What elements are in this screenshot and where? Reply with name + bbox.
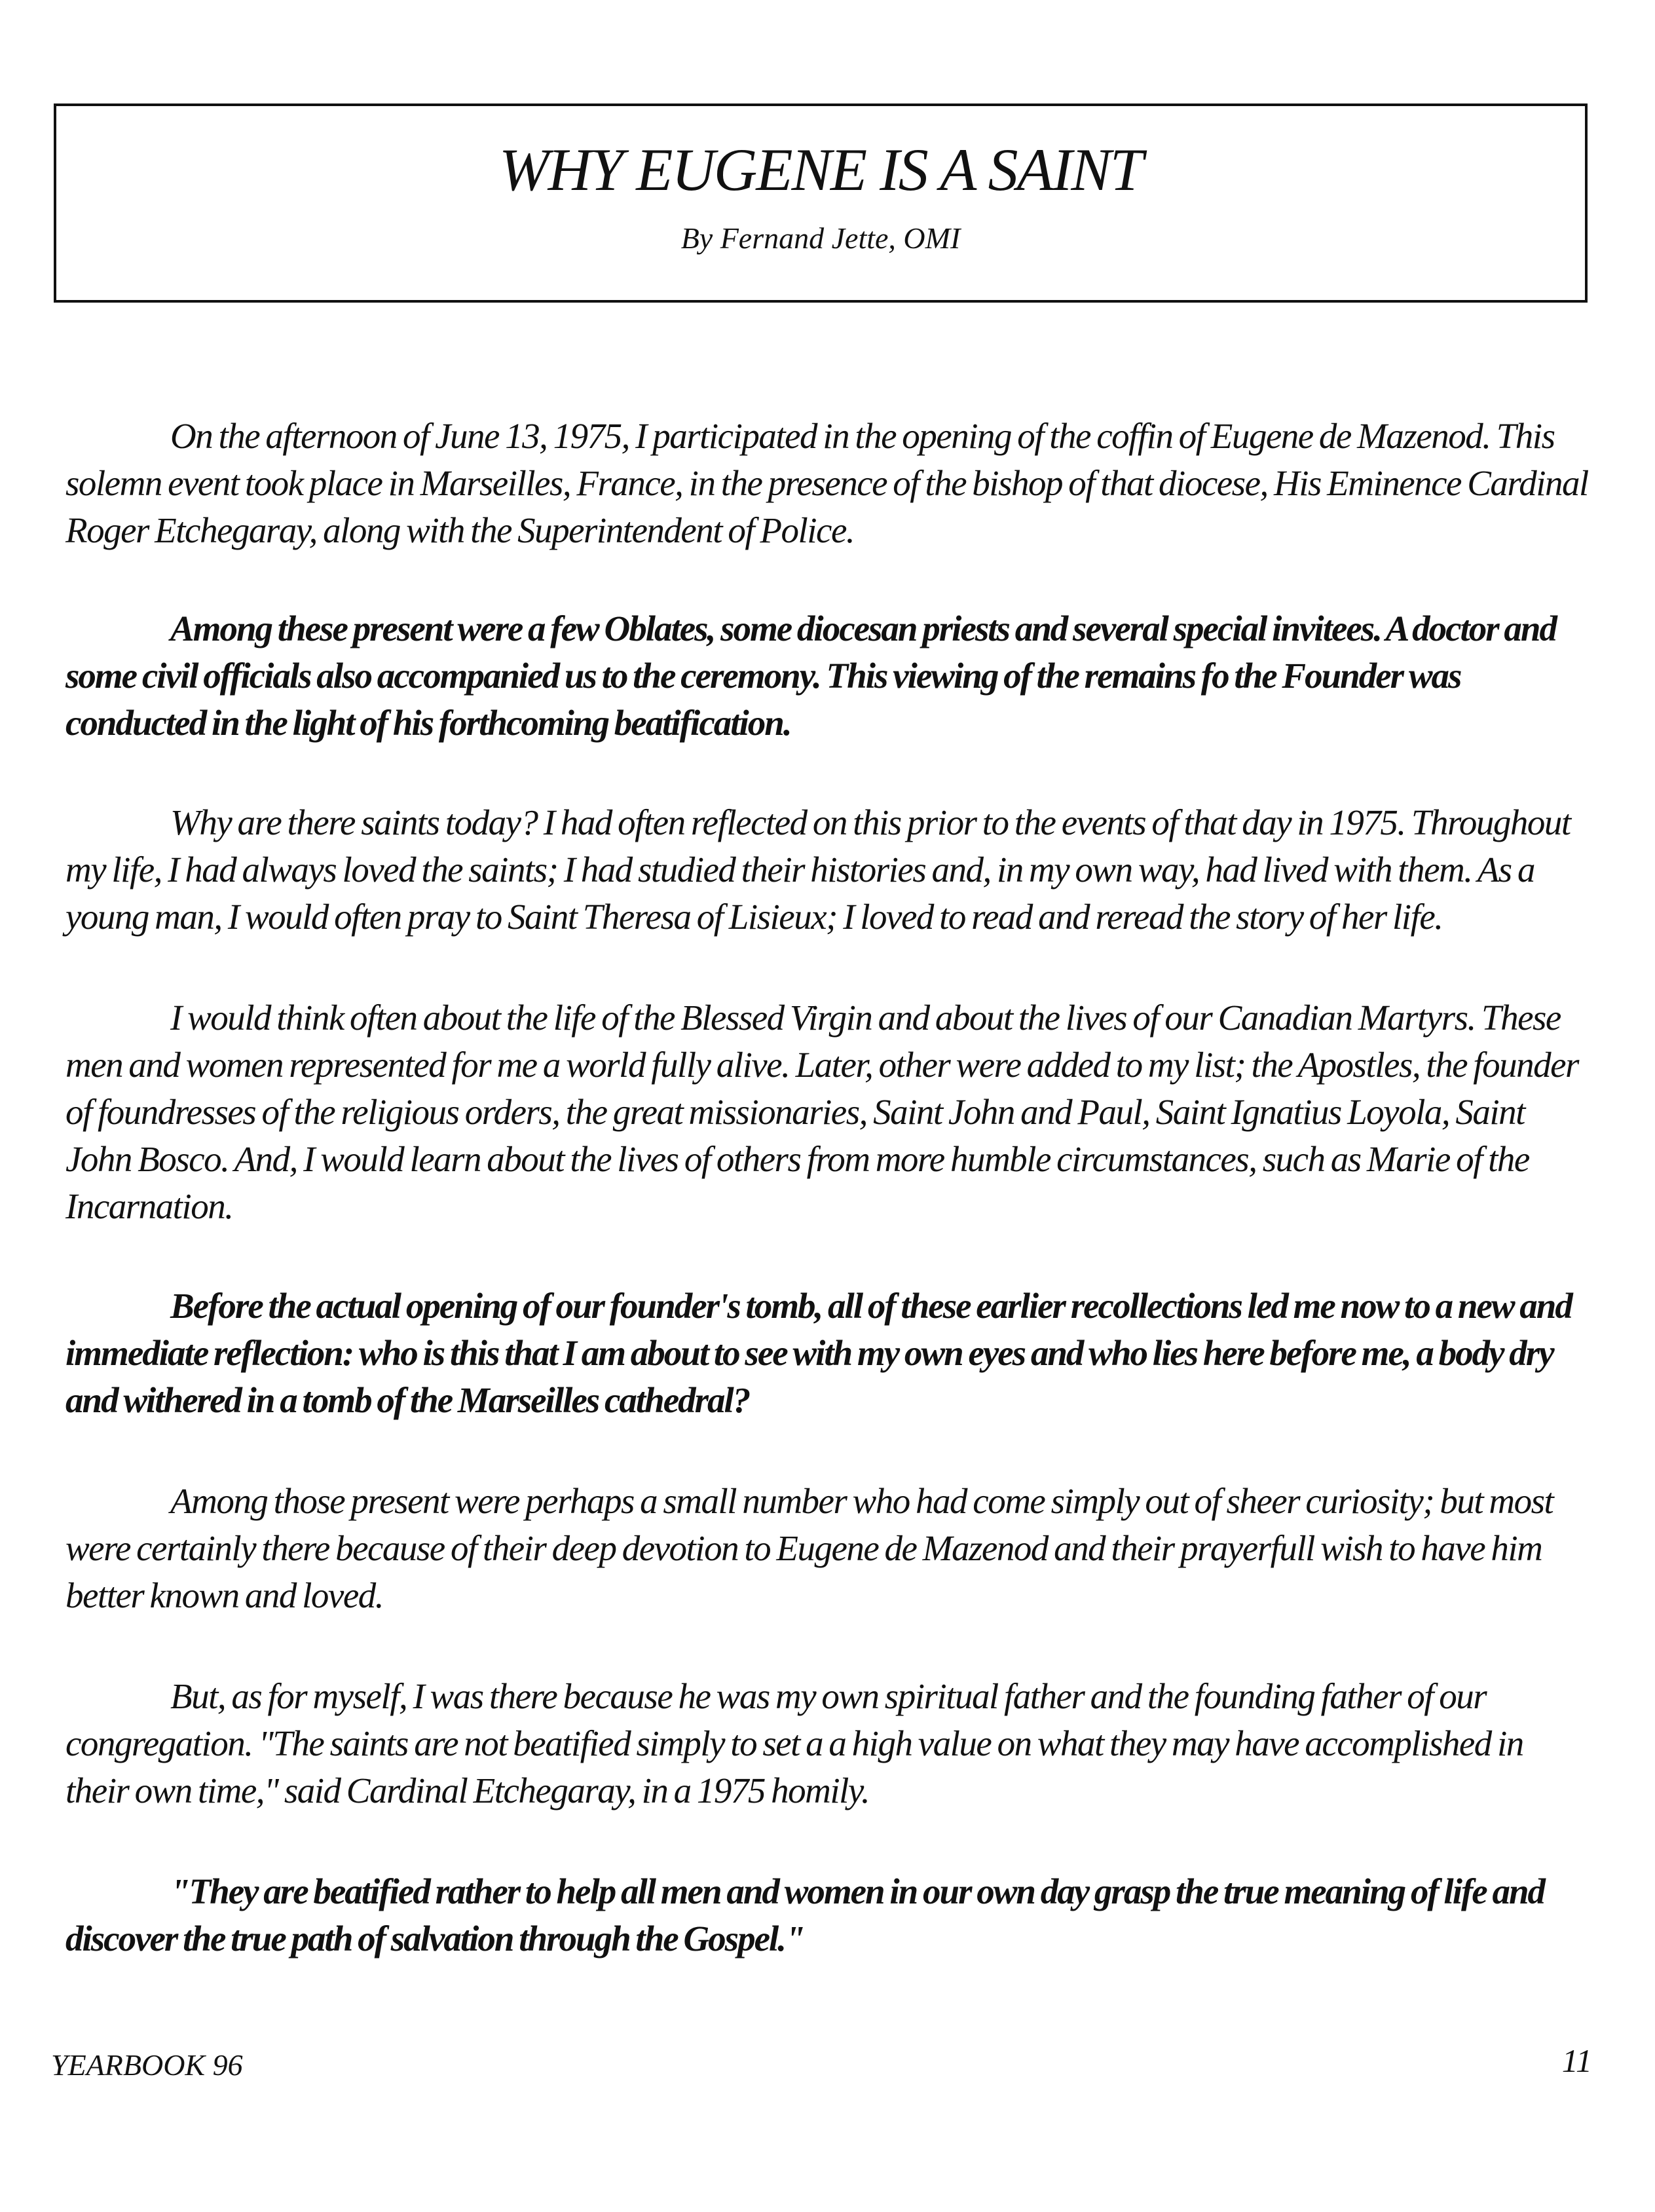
article-byline: By Fernand Jette, OMI — [680, 221, 961, 255]
paragraph-8: "They are beatified rather to help all men and women in our own day grasp the true meaning of life and discover the true path of salvation through the Gospel." — [65, 1871, 1545, 1959]
article-title: WHY EUGENE IS A SAINT — [499, 136, 1142, 203]
paragraph-7: But, as for myself, I was there because he was my own spiritual father and the founding father of our congregation. "The saints are not beatified simply to set a a high value on what they may have accomplished in their own time," said Cardinal Etchegaray, in a 1975 homily. — [65, 1676, 1523, 1810]
paragraph-4: I would think often about the life of the Blessed Virgin and about the lives of our Canadian Martyrs. These men and women represented for me a world fully alive. Later, other were added to my list; the Apostles, the founder of foundresses of the religious orders, the great missionaries, Saint John and Paul, Saint Ignatius Loyola, Saint John Bosco. And, I would learn about the lives of others from more humble circumstances, such as Marie of the Incarnation. — [65, 998, 1578, 1226]
title-box — [54, 103, 1588, 303]
paragraph-3: Why are there saints today? I had often reflected on this prior to the events of that day in 1975. Throughout my life, I had always loved the saints; I had studied their histories and, in my own way, had lived with them. As a young man, I would often pray to Saint Theresa of Lisieux; I loved to read and reread the story of her life. — [65, 802, 1571, 937]
paragraph-1: On the afternoon of June 13, 1975, I participated in the opening of the coffin of Eugene de Mazenod. This solemn event took place in Marseilles, France, in the presence of the bishop of that diocese, His Eminence Cardinal Roger Etchegaray, along with the Superintendent of Police. — [65, 416, 1588, 550]
page-number: 11 — [1561, 2042, 1592, 2079]
paragraph-6: Among those present were perhaps a small number who had come simply out of sheer curiosity; but most were certainly there because of their deep devotion to Eugene de Mazenod and their prayerfull wish to have him better known and loved. — [65, 1481, 1553, 1615]
article-body — [65, 413, 1591, 2016]
footer-publication: YEARBOOK 96 — [51, 2048, 243, 2082]
paragraph-2: Among these present were a few Oblates, some diocesan priests and several special invitees. A doctor and some civil officials also accompanied us to the ceremony. This viewing of the remains fo the Founder was conducted in the light of his forthcoming beatification. — [65, 609, 1557, 743]
paragraph-5: Before the actual opening of our founder's tomb, all of these earlier recollections led me now to a new and immediate reflection: who is this that I am about to see with my own eyes and who lies here before me, a body dry and withered in a tomb of the Marseilles cathedral? — [65, 1286, 1572, 1420]
